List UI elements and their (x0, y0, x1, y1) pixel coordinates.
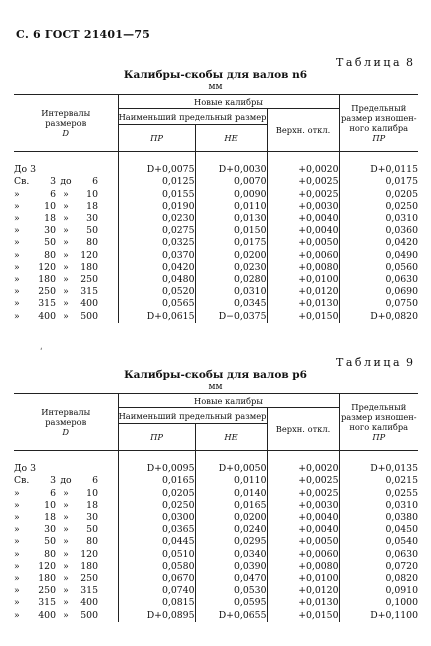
table-row (14, 225, 418, 237)
wear-limit-cell: 0,0420 (339, 237, 418, 249)
interval-cell (14, 475, 118, 487)
pr-cell: 0,0670 (118, 573, 195, 585)
table-row (14, 164, 418, 176)
table-title: Калибры-скобы для валов p6 (124, 369, 307, 381)
interval-prefix: » (14, 536, 20, 548)
upper-deviation-header: Верхн. откл. (267, 109, 339, 152)
interval-cell (14, 189, 118, 201)
upper-deviation-cell: +0,0100 (267, 573, 339, 585)
upper-deviation-cell: +0,0025 (267, 475, 339, 487)
ne-cell: 0,0175 (195, 237, 267, 249)
interval-to: 500 (80, 609, 98, 621)
gauge-table (14, 393, 418, 622)
upper-deviation-cell: +0,0040 (267, 225, 339, 237)
interval-to: 315 (80, 585, 98, 597)
table-row (14, 189, 418, 201)
upper-deviation-cell: +0,0050 (267, 536, 339, 548)
wear-limit-cell: 0,0490 (339, 250, 418, 262)
interval-from: 180 (38, 573, 56, 585)
interval-sep: » (63, 225, 69, 237)
table-row (14, 213, 418, 225)
upper-deviation-cell: +0,0030 (267, 500, 339, 512)
stray-mark: ʹ (40, 348, 43, 358)
table-row (14, 250, 418, 262)
ne-cell: D−0,0375 (195, 311, 267, 323)
interval-from: 80 (44, 249, 56, 261)
interval-sep: » (63, 200, 69, 212)
table-label-word: Таблица (336, 356, 402, 369)
interval-to: 315 (80, 286, 98, 298)
pr-cell: 0,0165 (118, 475, 195, 487)
interval-to: 30 (86, 213, 98, 224)
interval-from: 400 (38, 310, 56, 322)
interval-sep: » (63, 237, 69, 249)
ne-cell: 0,0140 (195, 488, 267, 500)
interval-to: 18 (86, 200, 98, 212)
interval-cell (14, 237, 118, 249)
wear-limit-cell: 0,1000 (339, 597, 418, 609)
table-row (14, 274, 418, 286)
upper-deviation-cell: +0,0150 (267, 610, 339, 622)
interval-cell (14, 597, 118, 609)
interval-sep: » (63, 188, 69, 200)
interval-prefix: » (14, 524, 20, 536)
ne-header: НЕ (195, 424, 267, 451)
ne-cell: 0,0200 (195, 512, 267, 524)
ne-cell: 0,0310 (195, 286, 267, 298)
wear-limit-cell: 0,0910 (339, 585, 418, 597)
interval-from: 400 (38, 609, 56, 621)
wear-limit-cell: D+0,0115 (339, 164, 418, 176)
upper-deviation-cell: +0,0025 (267, 189, 339, 201)
interval-cell (14, 176, 118, 188)
ne-cell: 0,0090 (195, 189, 267, 201)
interval-from: 10 (44, 200, 56, 212)
interval-to: 250 (80, 274, 98, 286)
ne-cell: 0,0130 (195, 213, 267, 225)
interval-from: 250 (38, 585, 56, 597)
pr-cell: D+0,0895 (118, 610, 195, 622)
ne-cell: D+0,0655 (195, 610, 267, 622)
ne-cell: 0,0390 (195, 561, 267, 573)
interval-to: 500 (80, 310, 98, 322)
ne-cell: D+0,0050 (195, 463, 267, 475)
table-row (14, 573, 418, 585)
interval-cell (14, 512, 118, 524)
interval-cell (14, 250, 118, 262)
interval-cell (14, 311, 118, 323)
interval-cell (14, 213, 118, 225)
interval-prefix: » (14, 200, 20, 212)
interval-from: 18 (44, 512, 56, 523)
wear-limit-cell: 0,0720 (339, 561, 418, 573)
wear-limit-cell: 0,0360 (339, 225, 418, 237)
interval-from: 30 (44, 524, 56, 536)
interval-from: 315 (38, 597, 56, 609)
interval-from: 120 (38, 560, 56, 572)
interval-from: 10 (44, 499, 56, 511)
interval-prefix: » (14, 560, 20, 572)
interval-prefix: » (14, 188, 20, 200)
ne-cell: 0,0530 (195, 585, 267, 597)
ne-cell: 0,0240 (195, 524, 267, 536)
interval-prefix: » (14, 487, 20, 499)
wear-limit-cell: 0,0205 (339, 189, 418, 201)
table-row (14, 298, 418, 310)
table-row (14, 561, 418, 573)
upper-deviation-cell: +0,0050 (267, 237, 339, 249)
interval-cell (14, 500, 118, 512)
interval-to: 180 (80, 560, 98, 572)
interval-cell (14, 536, 118, 548)
wear-limit-cell: D+0,0135 (339, 463, 418, 475)
table-row (14, 237, 418, 249)
interval-sep: » (63, 286, 69, 298)
table-row (14, 286, 418, 298)
pr-cell: 0,0420 (118, 262, 195, 274)
wear-limit-cell: 0,0690 (339, 286, 418, 298)
interval-from: 6 (50, 188, 56, 200)
wear-limit-cell: 0,0630 (339, 274, 418, 286)
interval-to: 10 (86, 487, 98, 499)
table-row (14, 597, 418, 609)
interval-to: 400 (80, 597, 98, 609)
interval-to: 120 (80, 249, 98, 261)
upper-deviation-cell: +0,0040 (267, 512, 339, 524)
upper-deviation-cell: +0,0120 (267, 286, 339, 298)
interval-to: 18 (86, 499, 98, 511)
ne-cell: 0,0295 (195, 536, 267, 548)
interval-from: 50 (44, 237, 56, 249)
interval-cell (14, 164, 118, 176)
table-label (336, 356, 413, 369)
interval-to: 6 (92, 176, 98, 188)
pr-cell: 0,0580 (118, 561, 195, 573)
upper-deviation-cell: +0,0030 (267, 201, 339, 213)
interval-prefix: До 3 (14, 463, 37, 475)
table-row (14, 585, 418, 597)
ne-cell: D+0,0030 (195, 164, 267, 176)
table-unit: мм (208, 382, 223, 392)
interval-prefix: » (14, 585, 20, 597)
interval-sep: » (63, 560, 69, 572)
interval-prefix: » (14, 573, 20, 585)
wear-limit-cell: 0,0560 (339, 262, 418, 274)
interval-from: 6 (50, 487, 56, 499)
interval-prefix: До 3 (14, 164, 37, 176)
interval-sep: » (63, 597, 69, 609)
table-label (336, 56, 413, 69)
interval-prefix: » (14, 261, 20, 273)
upper-deviation-cell: +0,0060 (267, 250, 339, 262)
upper-deviation-cell: +0,0120 (267, 585, 339, 597)
pr-cell: 0,0510 (118, 549, 195, 561)
pr-cell: D+0,0095 (118, 463, 195, 475)
interval-to: 30 (86, 512, 98, 523)
page-header: С. 6 ГОСТ 21401—75 (16, 28, 151, 41)
ne-cell: 0,0070 (195, 176, 267, 188)
interval-prefix: Св. (14, 176, 30, 188)
interval-to: 180 (80, 261, 98, 273)
interval-cell (14, 225, 118, 237)
wear-limit-cell: 0,0820 (339, 573, 418, 585)
gauge-table (14, 94, 418, 323)
interval-cell (14, 262, 118, 274)
interval-prefix: » (14, 225, 20, 237)
pr-cell: 0,0480 (118, 274, 195, 286)
interval-sep: » (63, 573, 69, 585)
upper-deviation-cell: +0,0060 (267, 549, 339, 561)
wear-limit-header: Предельный размер изношен- ного калибра ПР (339, 95, 418, 152)
interval-cell (14, 201, 118, 213)
table-row (14, 176, 418, 188)
interval-from: 80 (44, 548, 56, 560)
upper-deviation-cell: +0,0150 (267, 311, 339, 323)
new-gauges-header: Новые калибры (118, 394, 339, 408)
interval-sep: » (63, 261, 69, 273)
interval-sep: » (63, 213, 69, 224)
table-label-word: Таблица (336, 56, 402, 69)
interval-prefix: » (14, 499, 20, 511)
pr-header: ПР (118, 424, 195, 451)
ne-cell: 0,0165 (195, 500, 267, 512)
wear-limit-cell: 0,0630 (339, 549, 418, 561)
ne-cell: 0,0340 (195, 549, 267, 561)
smallest-size-header: Наименьший предельный размер (118, 109, 267, 125)
interval-sep: » (63, 536, 69, 548)
interval-sep: » (63, 487, 69, 499)
interval-sep: » (63, 548, 69, 560)
table-row (14, 488, 418, 500)
interval-prefix: » (14, 249, 20, 261)
upper-deviation-cell: +0,0020 (267, 463, 339, 475)
interval-cell (14, 488, 118, 500)
wear-limit-cell: 0,0250 (339, 201, 418, 213)
interval-cell (14, 610, 118, 622)
interval-prefix: » (14, 548, 20, 560)
upper-deviation-cell: +0,0040 (267, 524, 339, 536)
interval-cell (14, 561, 118, 573)
interval-cell (14, 286, 118, 298)
interval-prefix: Св. (14, 475, 30, 487)
interval-sep: » (63, 499, 69, 511)
wear-limit-cell: 0,0450 (339, 524, 418, 536)
upper-deviation-cell: +0,0080 (267, 262, 339, 274)
pr-cell: 0,0250 (118, 500, 195, 512)
table-row (14, 311, 418, 323)
wear-limit-cell: D+0,1100 (339, 610, 418, 622)
ne-cell: 0,0110 (195, 475, 267, 487)
pr-cell: 0,0365 (118, 524, 195, 536)
interval-prefix: » (14, 597, 20, 609)
interval-prefix: » (14, 310, 20, 322)
upper-deviation-cell: +0,0130 (267, 597, 339, 609)
pr-cell: 0,0740 (118, 585, 195, 597)
interval-from: 180 (38, 274, 56, 286)
interval-sep: » (63, 249, 69, 261)
interval-cell (14, 463, 118, 475)
wear-limit-cell: 0,0215 (339, 475, 418, 487)
interval-sep: » (63, 524, 69, 536)
interval-to: 80 (86, 536, 98, 548)
upper-deviation-cell: +0,0025 (267, 488, 339, 500)
table-row (14, 512, 418, 524)
pr-cell: 0,0445 (118, 536, 195, 548)
interval-from: 120 (38, 261, 56, 273)
upper-deviation-cell: +0,0100 (267, 274, 339, 286)
table-row (14, 500, 418, 512)
interval-from: 315 (38, 298, 56, 310)
interval-from: 250 (38, 286, 56, 298)
intervals-header: Интервалы размеров D (14, 394, 118, 451)
interval-sep: » (63, 298, 69, 310)
table-row (14, 463, 418, 475)
interval-prefix: » (14, 237, 20, 249)
table-row (14, 524, 418, 536)
ne-cell: 0,0110 (195, 201, 267, 213)
table-row (14, 610, 418, 622)
pr-cell: 0,0815 (118, 597, 195, 609)
pr-cell: D+0,0075 (118, 164, 195, 176)
smallest-size-header: Наименьший предельный размер (118, 408, 267, 424)
table-number: 8 (406, 56, 413, 69)
pr-cell: 0,0125 (118, 176, 195, 188)
ne-cell: 0,0280 (195, 274, 267, 286)
ne-cell: 0,0150 (195, 225, 267, 237)
ne-cell: 0,0470 (195, 573, 267, 585)
interval-sep: до (60, 475, 72, 487)
interval-cell (14, 298, 118, 310)
ne-cell: 0,0200 (195, 250, 267, 262)
interval-prefix: » (14, 274, 20, 286)
upper-deviation-cell: +0,0020 (267, 164, 339, 176)
wear-limit-cell: 0,0540 (339, 536, 418, 548)
interval-sep: » (63, 585, 69, 597)
interval-prefix: » (14, 213, 20, 224)
interval-cell (14, 524, 118, 536)
pr-cell: 0,0300 (118, 512, 195, 524)
pr-cell: 0,0205 (118, 488, 195, 500)
wear-limit-header: Предельный размер изношен- ного калибра ПР (339, 394, 418, 451)
ne-cell: 0,0230 (195, 262, 267, 274)
table-unit: мм (208, 82, 223, 92)
interval-cell (14, 573, 118, 585)
interval-prefix: » (14, 286, 20, 298)
pr-cell: D+0,0615 (118, 311, 195, 323)
pr-cell: 0,0520 (118, 286, 195, 298)
ne-header: НЕ (195, 125, 267, 152)
new-gauges-header: Новые калибры (118, 95, 339, 109)
interval-cell (14, 549, 118, 561)
interval-from: 3 (50, 475, 56, 487)
pr-cell: 0,0190 (118, 201, 195, 213)
wear-limit-cell: 0,0175 (339, 176, 418, 188)
interval-to: 250 (80, 573, 98, 585)
upper-deviation-cell: +0,0025 (267, 176, 339, 188)
interval-prefix: » (14, 609, 20, 621)
wear-limit-cell: 0,0310 (339, 500, 418, 512)
wear-limit-cell: D+0,0820 (339, 311, 418, 323)
interval-sep: » (63, 274, 69, 286)
interval-prefix: » (14, 512, 20, 523)
pr-cell: 0,0155 (118, 189, 195, 201)
pr-cell: 0,0325 (118, 237, 195, 249)
interval-sep: » (63, 310, 69, 322)
interval-to: 50 (86, 524, 98, 536)
interval-to: 80 (86, 237, 98, 249)
interval-to: 10 (86, 188, 98, 200)
interval-to: 6 (92, 475, 98, 487)
interval-to: 50 (86, 225, 98, 237)
interval-sep: » (63, 512, 69, 523)
ne-cell: 0,0595 (195, 597, 267, 609)
interval-sep: до (60, 176, 72, 188)
intervals-header: Интервалы размеров D (14, 95, 118, 152)
interval-sep: » (63, 609, 69, 621)
pr-cell: 0,0370 (118, 250, 195, 262)
interval-cell (14, 585, 118, 597)
interval-from: 30 (44, 225, 56, 237)
ne-cell: 0,0345 (195, 298, 267, 310)
pr-cell: 0,0275 (118, 225, 195, 237)
table-row (14, 536, 418, 548)
wear-limit-cell: 0,0255 (339, 488, 418, 500)
wear-limit-cell: 0,0380 (339, 512, 418, 524)
interval-from: 18 (44, 213, 56, 224)
table-row (14, 475, 418, 487)
upper-deviation-cell: +0,0130 (267, 298, 339, 310)
table-number: 9 (406, 356, 413, 369)
interval-to: 120 (80, 548, 98, 560)
table-row (14, 262, 418, 274)
interval-from: 50 (44, 536, 56, 548)
wear-limit-cell: 0,0310 (339, 213, 418, 225)
interval-to: 400 (80, 298, 98, 310)
table-row (14, 549, 418, 561)
pr-header: ПР (118, 125, 195, 152)
table-title: Калибры-скобы для валов n6 (123, 69, 308, 81)
upper-deviation-header: Верхн. откл. (267, 408, 339, 451)
interval-from: 3 (50, 176, 56, 188)
table-row (14, 201, 418, 213)
interval-cell (14, 274, 118, 286)
interval-prefix: » (14, 298, 20, 310)
wear-limit-cell: 0,0750 (339, 298, 418, 310)
upper-deviation-cell: +0,0080 (267, 561, 339, 573)
pr-cell: 0,0230 (118, 213, 195, 225)
upper-deviation-cell: +0,0040 (267, 213, 339, 225)
pr-cell: 0,0565 (118, 298, 195, 310)
